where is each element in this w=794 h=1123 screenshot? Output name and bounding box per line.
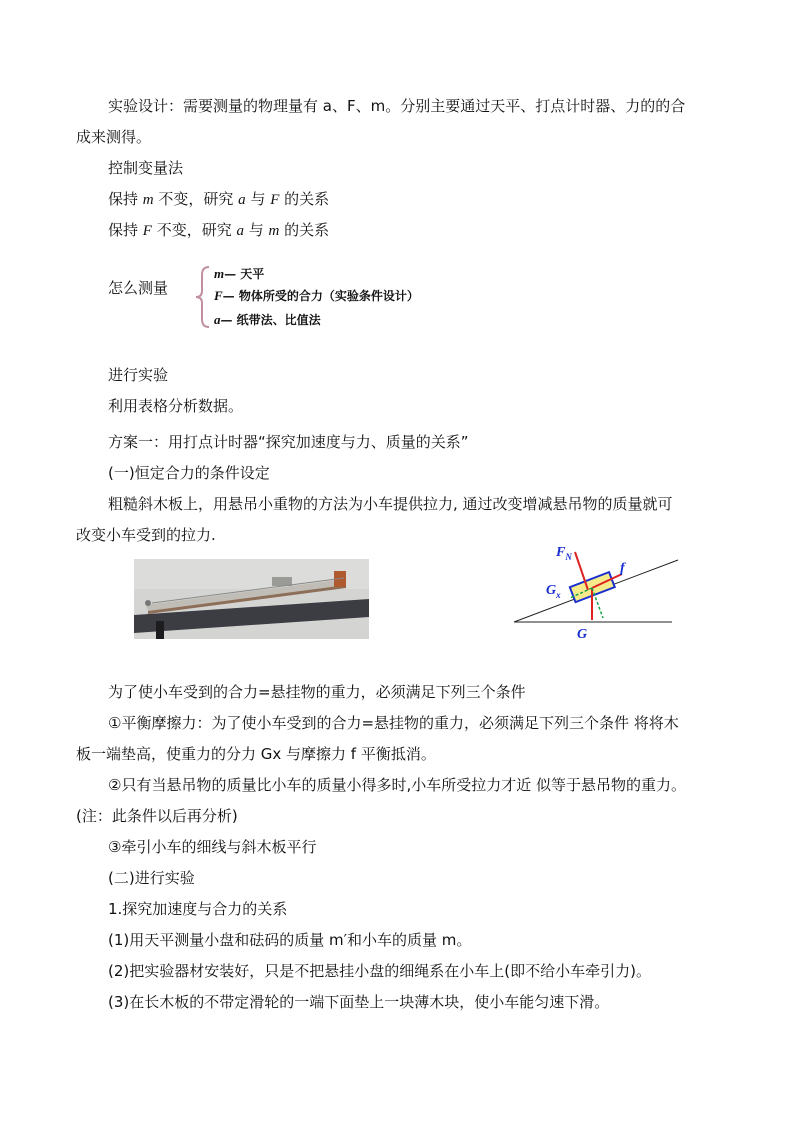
measure-item-a: a— 纸带法、比值法: [214, 312, 321, 327]
paragraph-table: 利用表格分析数据。: [108, 397, 244, 415]
paragraph-condition-3: ③牵引小车的细线与斜木板平行: [108, 838, 317, 856]
heading-acceleration-force: 1.探究加速度与合力的关系: [108, 900, 288, 918]
paragraph-design: 实验设计：需要测量的物理量有 a、F、m。分别主要通过天平、打点计时器、力的的合: [108, 97, 686, 115]
paragraph-condition-1: ①平衡摩擦力：为了使小车受到的合力=悬挂物的重力，必须满足下列三个条件 将将木: [108, 714, 679, 732]
paragraph-design-cont: 成来测得。: [76, 128, 152, 146]
paragraph-condition-1-cont: 板一端垫高，使重力的分力 Gx 与摩擦力 f 平衡抵消。: [76, 745, 436, 763]
label-gx: $G_x$: [546, 583, 561, 600]
paragraph-condition-2-note: (注：此条件以后再分析): [76, 807, 238, 825]
heading-control-variable: 控制变量法: [108, 159, 184, 177]
heading-condition: (一)恒定合力的条件设定: [108, 464, 270, 482]
measurement-block: [108, 265, 488, 335]
step-2: (2)把实验器材安装好，只是不把悬挂小盘的细绳系在小车上(即不给小车牵引力)。: [108, 962, 651, 980]
label-f: f: [620, 561, 625, 576]
heading-run-experiment: (二)进行实验: [108, 869, 195, 887]
measure-item-m: m— 天平: [214, 266, 265, 281]
paragraph-keep-f: 保持 F 不变，研究 a 与 m 的关系: [108, 221, 330, 239]
measure-label: 怎么测量: [108, 279, 169, 297]
paragraph-incline-cont: 改变小车受到的拉力.: [76, 526, 216, 544]
force-diagram: [510, 538, 680, 643]
apparatus-photo: [134, 559, 369, 639]
step-1: (1)用天平测量小盘和砝码的质量 m′和小车的质量 m。: [108, 931, 472, 949]
label-g: G: [577, 627, 588, 642]
paragraph-plan-one: 方案一：用打点计时器“探究加速度与力、质量的关系”: [108, 433, 469, 451]
paragraph-keep-m: 保持 m 不变，研究 a 与 F 的关系: [108, 190, 330, 208]
measure-item-f: F— 物体所受的合力（实验条件设计）: [214, 288, 419, 303]
step-3: (3)在长木板的不带定滑轮的一端下面垫上一块薄木块，使小车能匀速下滑。: [108, 993, 610, 1011]
paragraph-three-conditions: 为了使小车受到的合力=悬挂物的重力，必须满足下列三个条件: [108, 683, 526, 701]
label-fn: $F_N$: [556, 545, 572, 562]
brace-icon: [194, 265, 212, 329]
heading-experiment: 进行实验: [108, 366, 169, 384]
paragraph-incline: 粗糙斜木板上，用悬吊小重物的方法为小车提供拉力, 通过改变增减悬吊物的质量就可: [108, 495, 673, 513]
paragraph-condition-2: ②只有当悬吊物的质量比小车的质量小得多时,小车所受拉力才近 似等于悬吊物的重力。: [108, 776, 686, 794]
